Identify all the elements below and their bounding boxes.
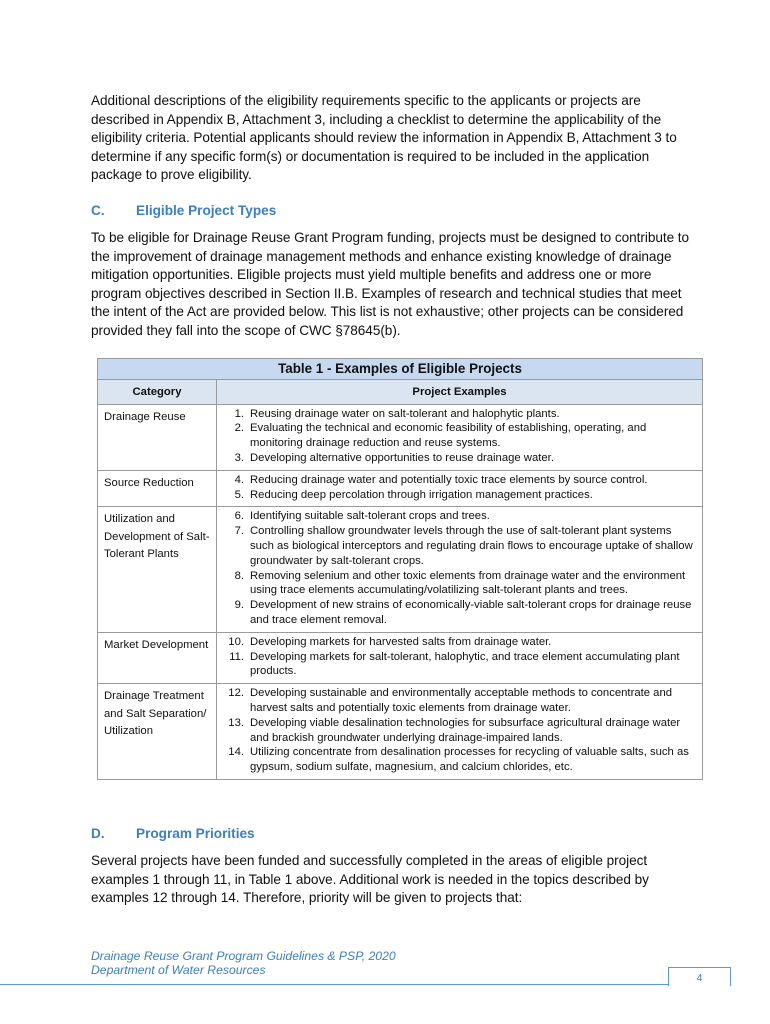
example-number: 4. <box>234 473 244 486</box>
project-example-item <box>223 421 694 451</box>
section-d-title: Program Priorities <box>136 826 255 841</box>
eligible-projects-table <box>97 358 703 780</box>
column-header-category: Category <box>98 379 217 404</box>
project-example-item <box>223 569 694 599</box>
examples-cell <box>217 507 703 632</box>
example-number: 8. <box>234 569 244 582</box>
section-c-title: Eligible Project Types <box>136 203 277 218</box>
project-example-item <box>223 524 694 568</box>
examples-cell <box>217 632 703 683</box>
examples-cell <box>217 470 703 507</box>
table-caption: Table 1 - Examples of Eligible Projects <box>98 359 703 380</box>
section-c-letter: C. <box>91 203 105 218</box>
example-number: 11. <box>229 650 244 663</box>
example-number: 1. <box>234 407 244 420</box>
project-example-item <box>223 451 694 466</box>
example-number: 14. <box>228 746 244 759</box>
table-row <box>98 470 703 507</box>
example-text: Reducing drainage water and potentially toxic trace elements by source control. <box>250 473 648 486</box>
category-cell: Market Development <box>98 632 217 683</box>
examples-cell <box>217 684 703 780</box>
example-text: Reducing deep percolation through irrigation management practices. <box>250 488 593 501</box>
footer-title: Drainage Reuse Grant Program Guidelines & PSP, 2020 <box>91 949 396 963</box>
example-number: 10. <box>228 635 244 648</box>
category-cell: Drainage Treatment and Salt Separation/ Utilization <box>98 684 217 780</box>
example-number: 12. <box>228 687 244 700</box>
example-number: 6. <box>234 510 244 523</box>
example-text: Removing selenium and other toxic elements from drainage water and the environment using trace elements accumulating/volatilizing salt-tolerant plants and trees. <box>250 569 686 597</box>
example-text: Developing alternative opportunities to reuse drainage water. <box>250 451 554 464</box>
example-text: Identifying suitable salt-tolerant crops and trees. <box>250 510 490 523</box>
project-example-item <box>223 598 694 628</box>
project-example-item <box>223 407 694 422</box>
project-example-item <box>223 473 694 488</box>
page-number: 4 <box>696 972 703 984</box>
example-number: 5. <box>234 488 244 501</box>
example-text: Evaluating the technical and economic feasibility of establishing, operating, and monitoring drainage reduction and reuse systems. <box>250 422 647 450</box>
example-text: Developing markets for salt-tolerant, halophytic, and trace element accumulating plant products. <box>250 650 680 678</box>
project-example-item <box>223 716 694 746</box>
examples-cell <box>217 404 703 470</box>
intro-paragraph: Additional descriptions of the eligibility requirements specific to the applicants or projects are described in Appendix B, Attachment 3, including a checklist to determine the applicability of the eligibility criteria. Potential applicants should review the information in Appendix B, Attachment 3 to determine if any specific form(s) or documentation is required to be included in the application package to prove eligibility. <box>91 93 677 182</box>
example-number: 9. <box>234 599 244 612</box>
project-example-item <box>223 686 694 716</box>
example-text: Developing markets for harvested salts from drainage water. <box>250 635 552 648</box>
example-text: Development of new strains of economically-viable salt-tolerant crops for drainage reuse and trace element removal. <box>250 599 692 626</box>
project-example-item <box>223 650 694 680</box>
table-row <box>98 632 703 683</box>
category-cell: Utilization and Development of Salt-Tolerant Plants <box>98 507 217 632</box>
example-number: 13. <box>228 716 244 729</box>
column-header-examples: Project Examples <box>217 379 703 404</box>
table-row <box>98 404 703 470</box>
footer-rule <box>0 984 730 985</box>
table-row <box>98 507 703 632</box>
example-text: Utilizing concentrate from desalination processes for recycling of valuable salts, such as gypsum, sodium sulfate, magnesium, and calcium chlorides, etc. <box>250 746 689 774</box>
table-row <box>98 684 703 780</box>
example-text: Developing sustainable and environmentally acceptable methods to concentrate and harvest salts and potentially toxic elements from drainage water. <box>250 687 673 714</box>
project-example-item <box>223 488 694 503</box>
section-d-paragraph: Several projects have been funded and successfully completed in the areas of eligible project examples 1 through 11, in Table 1 above. Additional work is needed in the topics described by examples 12 through 14. Therefore, priority will be given to projects that: <box>91 853 649 905</box>
example-number: 7. <box>234 525 244 538</box>
example-number: 2. <box>234 422 244 435</box>
project-example-item <box>223 745 694 775</box>
section-c-heading <box>91 203 276 218</box>
example-number: 3. <box>234 451 244 464</box>
project-example-item <box>223 635 694 650</box>
example-text: Reusing drainage water on salt-tolerant and halophytic plants. <box>250 407 560 420</box>
table-body <box>98 404 703 779</box>
section-d-heading <box>91 826 255 841</box>
project-example-item <box>223 509 694 524</box>
example-text: Developing viable desalination technologies for subsurface agricultural drainage water and brackish groundwater underlying drainage-impaired lands. <box>250 716 681 744</box>
section-c-paragraph: To be eligible for Drainage Reuse Grant Program funding, projects must be designed to contribute to the improvement of drainage management methods and enhance existing knowledge of drainage mitigation opportunities. Eligible projects must yield multiple benefits and address one or more program objectives described in Section II.B. Examples of research and technical studies that meet the intent of the Act are provided below. This list is not exhaustive; other projects can be considered provided they fall into the scope of CWC §78645(b). <box>91 230 690 338</box>
footer-department: Department of Water Resources <box>91 963 266 977</box>
category-cell: Drainage Reuse <box>98 404 217 470</box>
category-cell: Source Reduction <box>98 470 217 507</box>
example-text: Controlling shallow groundwater levels through the use of salt-tolerant plant systems such as biological interceptors and regulating drain flows to encourage uptake of shallow groundwater by salt-tolerant crops. <box>250 525 693 567</box>
section-d-letter: D. <box>91 826 105 841</box>
